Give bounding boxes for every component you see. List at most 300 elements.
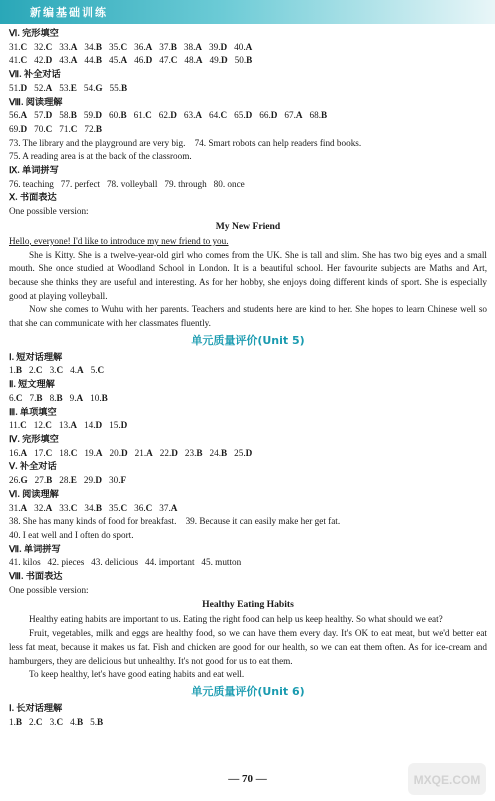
answer-letter: B <box>95 41 102 52</box>
question-number: 33. <box>59 41 71 52</box>
question-number: 50. <box>234 55 247 66</box>
answer-letter: A <box>70 41 78 52</box>
answer-item <box>135 447 153 461</box>
watermark-icon <box>407 762 487 796</box>
question-number: 40. <box>234 41 246 52</box>
question-number: 23. <box>184 447 197 458</box>
answer-letter: D <box>245 447 253 458</box>
answer-letter: C <box>120 502 128 513</box>
question-number: 55. <box>109 82 121 93</box>
answer-letter: B <box>76 716 84 727</box>
answer-letter: D <box>170 110 177 121</box>
question-number: 3. <box>49 716 57 727</box>
answer-letter: A <box>195 55 203 66</box>
question-number: 35. <box>109 41 121 52</box>
answer-item <box>259 109 277 123</box>
section-heading: Ⅲ. 单项填空 <box>9 406 57 417</box>
answer-row <box>9 474 487 488</box>
answer-item <box>159 41 177 55</box>
question-number: 5. <box>90 716 98 727</box>
essay-title: My New Friend <box>215 220 281 232</box>
answer-letter: C <box>20 55 28 66</box>
essay-opening-text: Hello, everyone! I'd like to introduce my new friend to you. <box>9 235 229 246</box>
answer-letter: D <box>145 55 153 66</box>
question-number: 1. <box>9 365 16 376</box>
question-number: 7. <box>29 392 37 403</box>
answer-row <box>9 502 487 516</box>
answer-letter: B <box>56 392 63 403</box>
answer-letter: C <box>45 123 53 134</box>
question-number: 21. <box>134 447 147 458</box>
answer-item <box>234 109 252 123</box>
question-number: 2. <box>29 716 36 727</box>
question-number: 35. <box>109 502 121 513</box>
question-number: 34. <box>84 41 96 52</box>
question-number: 66. <box>259 110 271 121</box>
question-number: 38. <box>183 41 196 52</box>
answer-line: 73. The library and the playground are very big. 74. Smart robots can help readers find books. <box>9 137 362 148</box>
watermark-text: MXQE.COM <box>413 773 481 787</box>
answer-letter: B <box>95 502 102 513</box>
question-number: 3. <box>49 365 57 376</box>
answer-letter: D <box>270 110 278 121</box>
question-number: 31. <box>9 41 21 52</box>
answer-letter: D <box>95 110 102 121</box>
answer-item <box>110 82 128 96</box>
answer-letter: A <box>20 502 28 513</box>
answer-item <box>30 392 43 406</box>
question-number: 54. <box>83 82 96 93</box>
question-number: 32. <box>34 502 46 513</box>
answer-letter: A <box>70 55 78 66</box>
answer-letter: D <box>120 420 128 431</box>
question-number: 33. <box>59 502 71 513</box>
answer-item <box>34 502 52 516</box>
question-number: 11. <box>9 420 21 431</box>
answer-letter: B <box>170 41 177 52</box>
answer-letter: C <box>220 110 228 121</box>
question-number: 26. <box>9 475 21 486</box>
answer-item <box>9 123 27 137</box>
header-title: 新编基础训练 <box>30 6 108 19</box>
answer-letter: B <box>15 365 23 376</box>
answer-item <box>109 109 127 123</box>
question-number: 24. <box>209 447 221 458</box>
answer-item <box>84 447 102 461</box>
answer-item <box>59 447 77 461</box>
answer-letter: B <box>46 475 53 486</box>
question-number: 9. <box>69 392 77 403</box>
answer-item <box>9 54 27 68</box>
question-number: 58. <box>59 110 71 121</box>
section-heading: Ⅶ. 单词拼写 <box>9 543 61 554</box>
question-number: 42. <box>34 55 46 66</box>
answer-item <box>84 419 102 433</box>
answer-item <box>84 123 102 137</box>
question-number: 8. <box>49 392 57 403</box>
answer-item <box>34 54 52 68</box>
answer-letter: B <box>246 55 253 66</box>
answer-letter: C <box>70 447 78 458</box>
answer-item <box>134 41 152 55</box>
answer-item <box>59 419 77 433</box>
answer-item <box>210 54 228 68</box>
answer-letter: B <box>15 716 23 727</box>
answer-line: 41. kilos 42. pieces 43. delicious 44. important 45. mutton <box>9 557 242 568</box>
answer-item <box>50 392 63 406</box>
answer-item <box>29 716 43 730</box>
answer-item <box>84 474 102 488</box>
question-number: 47. <box>159 55 171 66</box>
answer-item <box>160 447 178 461</box>
answer-letter: B <box>95 123 102 134</box>
answer-row <box>9 123 487 137</box>
question-number: 72. <box>84 123 96 134</box>
answer-item <box>109 54 127 68</box>
question-number: 67. <box>284 110 296 121</box>
question-number: 13. <box>58 420 71 431</box>
answer-item <box>110 447 128 461</box>
section-heading: Ⅷ. 阅读理解 <box>9 96 63 107</box>
answer-letter: A <box>76 392 84 403</box>
question-number: 59. <box>83 110 96 121</box>
answer-letter: C <box>35 716 43 727</box>
answer-item <box>84 41 102 55</box>
answer-letter: D <box>95 420 103 431</box>
answer-letter: C <box>20 41 28 52</box>
answer-item <box>29 364 43 378</box>
answer-item <box>90 392 108 406</box>
answer-letter: E <box>70 475 77 486</box>
answer-line: 38. She has many kinds of food for breakfast. 39. Because it can easily make her get fat. <box>9 516 341 527</box>
answer-item <box>209 109 227 123</box>
answer-item <box>59 82 77 96</box>
question-number: 53. <box>59 82 71 93</box>
question-number: 70. <box>34 123 46 134</box>
question-number: 49. <box>209 55 221 66</box>
question-number: 19. <box>84 447 96 458</box>
unit-title: 单元质量评价(Unit 6) <box>191 684 305 698</box>
answer-item <box>209 41 227 55</box>
essay-paragraph: Healthy eating habits are important to us. Eating the right food can help us keep healthy. So what should we eat? <box>29 614 443 625</box>
answer-item <box>9 716 22 730</box>
essay-paragraph: Now she comes to Wuhu with her parents. Teachers and students here are kind to her. She hopes to learn Chinese well so that she can communicate with her classmates fluently. <box>9 304 487 329</box>
answer-item <box>70 392 84 406</box>
question-number: 4. <box>70 365 77 376</box>
answer-letter: C <box>120 41 128 52</box>
answer-letter: C <box>70 502 78 513</box>
answer-line: 75. A reading area is at the back of the classroom. <box>9 151 192 162</box>
answer-row <box>9 82 487 96</box>
answer-letter: C <box>45 447 53 458</box>
answer-item <box>34 109 52 123</box>
answer-line: One possible version: <box>9 584 89 595</box>
answer-letter: C <box>45 41 53 52</box>
question-number: 18. <box>59 447 71 458</box>
answer-letter: A <box>45 82 53 93</box>
question-number: 4. <box>70 716 77 727</box>
question-number: 69. <box>9 123 21 134</box>
answer-letter: A <box>170 502 178 513</box>
question-number: 15. <box>109 420 121 431</box>
question-number: 63. <box>183 110 196 121</box>
answer-letter: B <box>120 110 127 121</box>
question-number: 71. <box>59 123 71 134</box>
answer-letter: A <box>295 110 303 121</box>
answer-row <box>9 364 487 378</box>
question-number: 45. <box>109 55 121 66</box>
answer-item <box>9 392 23 406</box>
answer-item <box>159 54 177 68</box>
answer-item <box>59 109 77 123</box>
answer-line: One possible version: <box>9 206 89 217</box>
answer-row <box>9 109 487 123</box>
question-number: 16. <box>9 447 21 458</box>
answer-letter: D <box>20 82 28 93</box>
answer-letter: C <box>56 365 64 376</box>
answer-letter: C <box>145 502 153 513</box>
section-heading: Ⅶ. 补全对话 <box>9 69 61 80</box>
section-heading: Ⅳ. 完形填空 <box>9 433 59 444</box>
question-number: 44. <box>84 55 96 66</box>
question-number: 27. <box>34 475 47 486</box>
answer-letter: B <box>220 447 228 458</box>
question-number: 34. <box>84 502 96 513</box>
question-number: 60. <box>109 110 121 121</box>
section-heading: Ⅰ. 短对话理解 <box>9 351 63 362</box>
answer-item <box>84 502 102 516</box>
answer-item <box>184 109 202 123</box>
answer-item <box>109 41 127 55</box>
question-number: 46. <box>134 55 146 66</box>
answer-letter: B <box>196 447 203 458</box>
answer-item <box>134 109 152 123</box>
watermark-logo <box>407 762 487 796</box>
question-number: 32. <box>34 41 46 52</box>
answer-letter: B <box>95 55 102 66</box>
answer-letter: C <box>56 716 64 727</box>
answer-letter: D <box>220 41 228 52</box>
question-number: 36. <box>134 502 146 513</box>
page-number: — 70 — <box>228 773 267 785</box>
section-heading: Ⅹ. 书面表达 <box>9 192 57 203</box>
answer-letter: B <box>70 110 77 121</box>
answer-row <box>9 41 487 55</box>
answer-item <box>9 447 27 461</box>
section-heading: Ⅴ. 补全对话 <box>9 461 57 472</box>
answer-item <box>59 41 77 55</box>
section-heading: Ⅵ. 完形填空 <box>9 28 59 38</box>
question-number: 62. <box>158 110 171 121</box>
question-number: 30. <box>109 475 121 486</box>
answer-item <box>310 109 328 123</box>
question-number: 20. <box>109 447 121 458</box>
essay-paragraph: Fruit, vegetables, milk and eggs are healthy food, so we can have them every day. It's OK to eat meat, but we'd better eat less fat meat, because it makes us fat. Fish and chicken are good for our health, so we can eat them often. As for ice-cream and hamburgers, they are delicious but unhealthy. It's not good for us to eat them. <box>9 628 487 666</box>
answer-letter: A <box>20 110 28 121</box>
answer-letter: C <box>70 123 78 134</box>
answer-letter: A <box>95 447 103 458</box>
answer-item <box>70 364 84 378</box>
answer-item <box>109 502 127 516</box>
answer-item <box>50 716 64 730</box>
answer-letter: C <box>45 420 52 431</box>
answer-letter: A <box>195 110 202 121</box>
answer-item <box>235 54 253 68</box>
answer-letter: C <box>97 365 105 376</box>
essay-title: Healthy Eating Habits <box>202 599 294 611</box>
question-number: 17. <box>34 447 46 458</box>
answer-item <box>9 109 27 123</box>
section-heading: Ⅸ. 单词拼写 <box>9 165 59 176</box>
question-number: 2. <box>29 365 36 376</box>
question-number: 5. <box>90 365 98 376</box>
section-heading: Ⅵ. 阅读理解 <box>9 488 59 499</box>
answer-letter: A <box>76 365 84 376</box>
question-number: 52. <box>34 82 46 93</box>
answer-item <box>234 41 252 55</box>
answer-letter: C <box>145 110 152 121</box>
question-number: 61. <box>133 110 146 121</box>
answer-item <box>84 109 102 123</box>
question-number: 31. <box>9 502 21 513</box>
answer-item <box>35 474 53 488</box>
answer-row <box>9 716 487 730</box>
answer-item <box>90 716 103 730</box>
answer-item <box>9 502 27 516</box>
answer-letter: C <box>15 392 23 403</box>
answer-item <box>70 716 83 730</box>
answer-item <box>184 54 202 68</box>
answer-item <box>210 447 228 461</box>
answer-item <box>59 474 77 488</box>
question-number: 68. <box>309 110 321 121</box>
answer-letter: G <box>20 475 28 486</box>
answer-line: 40. I eat well and I often do sport. <box>9 529 134 540</box>
unit-title: 单元质量评价(Unit 5) <box>191 333 305 347</box>
question-number: 1. <box>9 716 16 727</box>
answer-letter: A <box>20 447 28 458</box>
answer-item <box>185 447 203 461</box>
answer-item <box>159 109 177 123</box>
answer-item <box>134 54 152 68</box>
question-number: 25. <box>234 447 246 458</box>
answer-letter: E <box>70 82 77 93</box>
question-number: 41. <box>9 55 21 66</box>
question-number: 37. <box>159 502 171 513</box>
answer-item <box>34 123 52 137</box>
section-heading: Ⅰ. 长对话理解 <box>9 702 63 713</box>
answer-letter: B <box>36 392 43 403</box>
answer-item <box>184 41 202 55</box>
answer-item <box>91 364 105 378</box>
answer-item <box>109 474 126 488</box>
answer-letter: A <box>70 420 78 431</box>
answer-letter: D <box>120 447 128 458</box>
answer-row <box>9 447 487 461</box>
answer-letter: C <box>170 55 178 66</box>
question-number: 37. <box>159 41 171 52</box>
answer-letter: D <box>220 55 228 66</box>
question-number: 10. <box>90 392 102 403</box>
answer-item <box>84 82 103 96</box>
answer-item <box>59 502 77 516</box>
answer-letter: C <box>35 365 43 376</box>
answer-item <box>9 364 22 378</box>
answer-item <box>284 109 302 123</box>
question-number: 48. <box>184 55 196 66</box>
answer-line: 76. teaching 77. perfect 78. volleyball 79. through 80. once <box>9 178 245 189</box>
answer-letter: D <box>245 110 253 121</box>
answer-item <box>9 474 28 488</box>
answer-row <box>9 419 487 433</box>
section-heading: Ⅱ. 短文理解 <box>9 379 55 390</box>
question-number: 43. <box>59 55 71 66</box>
question-number: 29. <box>83 475 96 486</box>
answer-row <box>9 392 487 406</box>
answer-content <box>9 27 487 729</box>
answer-letter: G <box>95 82 103 93</box>
question-number: 28. <box>59 475 71 486</box>
answer-letter: A <box>245 41 253 52</box>
answer-item <box>59 54 77 68</box>
essay-paragraph: To keep healthy, let's have good eating habits and eat well. <box>29 669 245 680</box>
answer-letter: D <box>20 123 28 134</box>
answer-letter: F <box>120 475 127 486</box>
question-number: 65. <box>234 110 246 121</box>
answer-item <box>50 364 64 378</box>
essay-opening <box>9 235 487 249</box>
answer-item <box>159 502 177 516</box>
answer-item <box>34 82 52 96</box>
question-number: 39. <box>209 41 221 52</box>
question-number: 12. <box>33 420 46 431</box>
answer-item <box>9 41 27 55</box>
question-number: 56. <box>9 110 21 121</box>
answer-letter: B <box>101 392 108 403</box>
essay-paragraph: She is Kitty. She is a twelve-year-old girl who comes from the UK. She is tall and slim. She has two big eyes and a small mouth. She once studied at Woodland School in London. It is a beautiful school. Her favourite subjects are Maths and Art, because she thinks they are useful and interesting. As for her hobby, she enjoys doing different kinds of sport. She is especially good at playing volleyball. <box>9 249 487 301</box>
answer-item <box>134 502 152 516</box>
answer-letter: D <box>95 475 103 486</box>
answer-item <box>9 419 27 433</box>
answer-item <box>34 41 52 55</box>
answer-row <box>9 54 487 68</box>
answer-letter: A <box>146 447 153 458</box>
answer-letter: D <box>171 447 178 458</box>
answer-item <box>234 447 252 461</box>
answer-letter: A <box>145 41 153 52</box>
answer-item <box>34 419 52 433</box>
question-number: 36. <box>134 41 146 52</box>
question-number: 64. <box>209 110 221 121</box>
answer-item <box>84 54 102 68</box>
answer-letter: A <box>195 41 202 52</box>
answer-item <box>34 447 52 461</box>
answer-letter: B <box>320 110 328 121</box>
question-number: 6. <box>9 392 16 403</box>
answer-letter: D <box>45 55 53 66</box>
answer-item <box>109 419 127 433</box>
question-number: 14. <box>84 420 96 431</box>
question-number: 51. <box>9 82 21 93</box>
answer-letter: B <box>121 82 128 93</box>
answer-letter: A <box>45 502 53 513</box>
answer-letter: B <box>97 716 104 727</box>
question-number: 57. <box>34 110 46 121</box>
section-heading: Ⅷ. 书面表达 <box>9 571 63 582</box>
answer-item <box>59 123 77 137</box>
question-number: 22. <box>159 447 172 458</box>
answer-letter: C <box>20 420 27 431</box>
